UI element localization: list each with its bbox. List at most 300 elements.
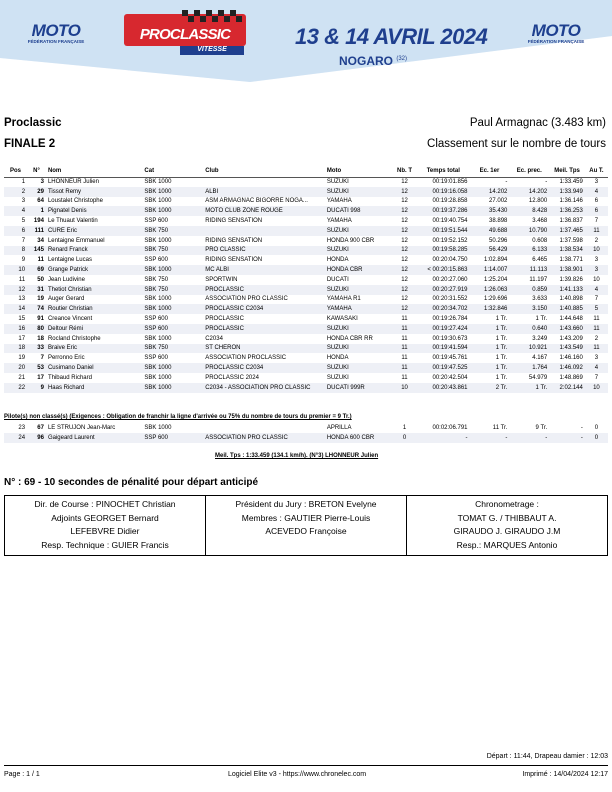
cell-club: C2034 <box>205 335 223 342</box>
cell-cat: SSP 600 <box>144 257 168 264</box>
cell-gap-first: 1 Tr. <box>495 374 508 381</box>
table-row <box>4 433 608 443</box>
table-row <box>4 363 608 373</box>
cell-best: 1:36.837 <box>559 218 583 225</box>
cell-total: 00:20:42.504 <box>432 374 468 381</box>
col-name: Nom <box>46 166 142 177</box>
cell-moto: SUZUKI <box>325 187 392 197</box>
cell-gap-first: 1:26.063 <box>470 285 510 295</box>
cell-laps: 11 <box>392 363 417 373</box>
cell-pos: 1 <box>21 179 26 186</box>
cell-name: Lentaigne Emmanuel <box>47 237 105 244</box>
cell-moto: HONDA 900 CBR <box>326 237 375 244</box>
cell-gap-prev: 3.150 <box>509 304 549 314</box>
cell-moto: SUZUKI <box>325 324 392 334</box>
col-laps: Nb. T <box>392 166 417 177</box>
table-row <box>4 383 608 393</box>
cell-best-lap: 7 <box>594 218 599 225</box>
cell-gap-prev: - <box>545 179 548 186</box>
results-table <box>4 166 608 393</box>
cell-num: 19 <box>37 296 44 303</box>
cell-club: PROCLASSIC C2034 <box>203 304 325 314</box>
cell-best-lap: 0 <box>594 424 599 431</box>
cell-cat: SSP 600 <box>142 433 203 443</box>
cell-club <box>203 226 325 236</box>
table-row <box>4 423 608 433</box>
cell-cat: SBK 750 <box>144 276 169 283</box>
cell-moto: YAMAHA <box>326 198 352 205</box>
cell-gap-prev: 11.113 <box>509 265 549 275</box>
cell-num: 91 <box>37 316 44 323</box>
cell-moto: HONDA 600 CBR <box>325 433 392 443</box>
officials-box <box>4 495 608 556</box>
cell-best: - <box>549 433 585 443</box>
cell-best-lap: 11 <box>585 324 608 334</box>
cell-laps: 12 <box>392 246 417 256</box>
cell-laps: 11 <box>401 355 408 362</box>
cell-num: 145 <box>27 246 46 256</box>
cell-num: 3 <box>40 179 44 186</box>
cell-gap-first: 38.898 <box>489 218 508 225</box>
table-row <box>4 236 608 246</box>
cell-best-lap: 10 <box>585 383 608 393</box>
cell-total: 00:19:37.286 <box>417 206 469 216</box>
cell-best-lap: 11 <box>585 344 608 354</box>
cell-num: 11 <box>37 257 44 264</box>
cell-laps: 10 <box>392 383 417 393</box>
cell-pos: 3 <box>21 198 26 205</box>
cell-laps: 12 <box>392 206 417 216</box>
cell-best-lap: 3 <box>594 355 599 362</box>
cell-moto: KAWASAKI <box>326 316 358 323</box>
cell-gap-prev: 6.133 <box>509 246 549 256</box>
cell-cat: SBK 1000 <box>144 179 172 186</box>
cell-laps: 11 <box>401 335 408 342</box>
cell-pos: 16 <box>4 324 27 334</box>
cell-cat: SBK 750 <box>142 344 203 354</box>
cell-name: LE STRUJON Jean-Marc <box>47 424 116 431</box>
cell-total: 00:19:28.858 <box>432 198 468 205</box>
cell-num: 67 <box>37 424 44 431</box>
cell-name: Renard Franck <box>46 246 142 256</box>
cell-gap-prev: 6.465 <box>532 257 548 264</box>
cell-gap-prev: 1 Tr. <box>535 316 548 323</box>
cell-cat: SBK 1000 <box>142 363 203 373</box>
cell-best-lap: 2 <box>594 335 599 342</box>
cell-name: Thibaud Richard <box>47 374 92 381</box>
cell-name: Perronno Eric <box>47 355 85 362</box>
table-row <box>4 295 608 305</box>
cell-num: 31 <box>27 285 46 295</box>
table-row <box>4 265 608 275</box>
table-row <box>4 187 608 197</box>
official-line: Adjoints GEORGET Bernard <box>51 512 159 523</box>
cell-name: Lentaigne Lucas <box>47 257 92 264</box>
table-row <box>4 344 608 354</box>
cell-pos: 23 <box>18 424 26 431</box>
cell-club <box>203 177 325 187</box>
cell-num: 74 <box>27 304 46 314</box>
ranking-type: Classement sur le nombre de tours <box>427 138 606 150</box>
cell-num: 7 <box>40 355 44 362</box>
cell-laps: 12 <box>392 265 417 275</box>
col-num: N° <box>27 166 46 177</box>
cell-num: 53 <box>27 363 46 373</box>
cell-gap-prev: 3.633 <box>532 296 548 303</box>
event-place-code: (32) <box>396 56 408 62</box>
cell-club: MC ALBI <box>203 265 325 275</box>
cell-num: 29 <box>27 187 46 197</box>
table-row <box>4 216 608 226</box>
cell-laps: 12 <box>401 218 408 225</box>
cell-gap-prev: 3.468 <box>532 218 548 225</box>
circuit-name: Paul Armagnac (3.483 km) <box>469 117 606 129</box>
not-classified-title: Pilote(s) non classé(s) (Exigences : Obligation de franchir la ligne d'arrivée ou 75% du nombre de tours du premier = 9 Tr.) <box>4 414 352 420</box>
cell-pos: 12 <box>4 285 27 295</box>
cell-club: ST CHERON <box>203 344 325 354</box>
cell-cat: SBK 750 <box>142 246 203 256</box>
cell-total: 00:20:34.702 <box>417 304 469 314</box>
cell-moto: YAMAHA <box>325 304 392 314</box>
ffm-logo-left <box>26 22 86 44</box>
cell-gap-first: 1:14.007 <box>470 265 510 275</box>
col-moto: Moto <box>325 166 392 177</box>
official-line: GIRAUDO J. GIRAUDO J.M <box>453 526 561 536</box>
cell-pos: 18 <box>4 344 27 354</box>
cell-moto: HONDA <box>326 257 349 264</box>
cell-total: 00:19:40.754 <box>432 218 468 225</box>
cell-moto: SUZUKI <box>325 246 392 256</box>
cell-moto: HONDA <box>326 355 349 362</box>
cell-name: Loustalet Christophe <box>47 198 103 205</box>
cell-best-lap: 4 <box>585 285 608 295</box>
cell-cat: SBK 1000 <box>144 296 172 303</box>
cell-club: C2034 - ASSOCIATION PRO CLASSIC <box>203 383 325 393</box>
cell-total: 00:19:47.525 <box>417 363 469 373</box>
cell-best: 1:33.459 <box>559 179 583 186</box>
col-club: Club <box>203 166 325 177</box>
ffm-logo-right-word: MOTO <box>531 21 581 40</box>
cell-gap-prev: 10.790 <box>509 226 549 236</box>
cell-gap-first: 1 Tr. <box>470 344 510 354</box>
cell-club: RIDING SENSATION <box>205 237 263 244</box>
cell-gap-prev: 3.249 <box>532 335 548 342</box>
cell-laps: 12 <box>392 304 417 314</box>
col-gap-first: Ec. 1er <box>470 166 510 177</box>
cell-moto: SUZUKI <box>325 363 392 373</box>
cell-moto: DUCATI <box>326 276 349 283</box>
col-gap-prev: Ec. prec. <box>509 166 549 177</box>
cell-total: 00:20:43.861 <box>417 383 469 393</box>
cell-pos: 15 <box>18 316 26 323</box>
table-row <box>4 334 608 344</box>
cell-best: 1:46.160 <box>559 355 583 362</box>
cell-best-lap: 4 <box>585 187 608 197</box>
cell-best-lap: 5 <box>585 304 608 314</box>
cell-moto: HONDA CBR RR <box>326 335 373 342</box>
cell-gap-first: 14.202 <box>470 187 510 197</box>
cell-best-lap: 6 <box>594 198 599 205</box>
cell-club: PROCLASSIC <box>205 316 244 323</box>
cell-club: PROCLASSIC <box>203 285 325 295</box>
cell-gap-first: - <box>505 179 508 186</box>
cell-total: 00:19:26.784 <box>432 316 468 323</box>
table-row <box>4 324 608 334</box>
cell-gap-prev: 0.859 <box>509 285 549 295</box>
cell-moto: SUZUKI <box>325 344 392 354</box>
col-total: Temps total <box>417 166 469 177</box>
cell-best: 1:43.209 <box>559 335 583 342</box>
cell-club <box>203 423 325 433</box>
cell-best-lap: 11 <box>593 316 600 323</box>
cell-moto: YAMAHA R1 <box>326 296 361 303</box>
cell-cat: SBK 1000 <box>142 383 203 393</box>
cell-num: 9 <box>27 383 46 393</box>
cell-total: 00:19:27.424 <box>417 324 469 334</box>
cell-cat: SBK 1000 <box>142 265 203 275</box>
officials-jury <box>206 496 407 555</box>
cell-best-lap: 10 <box>585 246 608 256</box>
cell-name: Grange Patrick <box>46 265 142 275</box>
cell-best: 1:40.885 <box>549 304 585 314</box>
official-line: LEFEBVRE Didier <box>70 526 140 536</box>
cell-best: 1:37.598 <box>559 237 583 244</box>
cell-gap-prev: 11.197 <box>529 276 548 283</box>
cell-total: 00:19:41.594 <box>417 344 469 354</box>
cell-name: Tissot Remy <box>46 187 142 197</box>
cell-best-lap: 0 <box>585 433 608 443</box>
cell-pos: 17 <box>18 335 26 342</box>
cell-pos: 11 <box>18 276 26 283</box>
cell-name: Braive Eric <box>46 344 142 354</box>
cell-laps: 12 <box>392 226 417 236</box>
cell-gap-prev: 0.640 <box>509 324 549 334</box>
cell-best: 1:43.549 <box>549 344 585 354</box>
cell-best: - <box>580 424 583 431</box>
cell-laps: 12 <box>401 276 408 283</box>
table-row <box>4 246 608 256</box>
results-body <box>4 177 608 393</box>
cell-name: Gaigeard Laurent <box>46 433 142 443</box>
cell-moto: SUZUKI <box>325 226 392 236</box>
cell-best: 1:43.660 <box>549 324 585 334</box>
cell-club: ASSOCIATION PRO CLASSIC <box>205 296 288 303</box>
cell-gap-first: 11 Tr. <box>492 424 508 431</box>
cell-club: ASM ARMAGNAC BIGORRE NOGA... <box>205 198 308 205</box>
cell-total: < 00:20:15.863 <box>417 265 469 275</box>
cell-cat: SBK 1000 <box>142 304 203 314</box>
cell-best: 1:36.253 <box>549 206 585 216</box>
cell-total: 00:19:52.152 <box>432 237 468 244</box>
cell-cat: SSP 600 <box>144 355 168 362</box>
cell-club: ASSOCIATION PRO CLASSIC <box>203 433 325 443</box>
cell-num: 34 <box>37 237 44 244</box>
cell-total: - <box>417 433 469 443</box>
footer-divider <box>4 765 608 766</box>
cell-gap-prev: 8.428 <box>509 206 549 216</box>
cell-laps: 11 <box>392 344 417 354</box>
cell-cat: SBK 1000 <box>144 374 172 381</box>
footer-page: Page : 1 / 1 <box>4 771 40 778</box>
official-line: ACEVEDO Françoise <box>265 526 347 536</box>
cell-num: 50 <box>37 276 44 283</box>
cell-best-lap: 10 <box>593 276 600 283</box>
cell-moto: YAMAHA <box>326 218 352 225</box>
cell-gap-first: 1 Tr. <box>495 355 508 362</box>
cell-total: 00:19:51.544 <box>417 226 469 236</box>
col-best: Meil. Tps <box>549 166 585 177</box>
cell-best-lap: 3 <box>585 265 608 275</box>
cell-club: MOTO CLUB ZONE ROUGE <box>203 206 325 216</box>
penalty-note: N° : 69 - 10 secondes de pénalité pour départ anticipé <box>4 477 259 488</box>
cell-name: CURE Eric <box>46 226 142 236</box>
cell-club: PRO CLASSIC <box>203 246 325 256</box>
cell-best-lap: 11 <box>585 226 608 236</box>
header-banner <box>0 0 612 82</box>
cell-gap-first: 50.296 <box>489 237 508 244</box>
cell-club: PROCLASSIC C2034 <box>203 363 325 373</box>
cell-num: 64 <box>37 198 44 205</box>
official-line: Membres : GAUTIER Pierre-Louis <box>241 512 371 523</box>
cell-pos: 10 <box>4 265 27 275</box>
cell-pos: 6 <box>4 226 27 236</box>
cell-club: RIDING SENSATION <box>205 257 263 264</box>
cell-best-lap: 3 <box>594 257 599 264</box>
table-row <box>4 285 608 295</box>
cell-best: 1:38.771 <box>559 257 583 264</box>
officials-race-direction <box>5 496 206 555</box>
cell-best-lap: 6 <box>585 206 608 216</box>
cell-pos: 22 <box>4 383 27 393</box>
cell-num: 96 <box>27 433 46 443</box>
cell-name: Haas Richard <box>46 383 142 393</box>
cell-moto: HONDA CBR <box>325 265 392 275</box>
table-row <box>4 255 608 265</box>
cell-gap-first: 1 Tr. <box>495 316 508 323</box>
cell-laps: 12 <box>401 179 408 186</box>
cell-cat: SBK 1000 <box>144 237 172 244</box>
cell-best: 1:39.826 <box>559 276 583 283</box>
cell-total: 00:19:01.856 <box>432 179 468 186</box>
cell-gap-prev: 9 Tr. <box>535 424 548 431</box>
cell-moto: DUCATI 998 <box>325 206 392 216</box>
col-best-lap: Au T. <box>585 166 608 177</box>
cell-gap-prev: 1.764 <box>509 363 549 373</box>
cell-num: 17 <box>37 374 44 381</box>
cell-name: Creance Vincent <box>47 316 93 323</box>
cell-num: 80 <box>27 324 46 334</box>
cell-gap-first: 1 Tr. <box>470 363 510 373</box>
cell-pos: 21 <box>18 374 26 381</box>
cell-moto: APRILLA <box>326 424 352 431</box>
cell-total: 00:19:58.285 <box>417 246 469 256</box>
cell-name: Thetiot Christian <box>46 285 142 295</box>
table-row <box>4 275 608 285</box>
col-cat: Cat <box>142 166 203 177</box>
cell-laps: 12 <box>401 198 408 205</box>
cell-gap-prev: 54.979 <box>528 374 548 381</box>
cell-best-lap: 4 <box>585 363 608 373</box>
cell-name: Auger Gerard <box>47 296 85 303</box>
cell-pos: 9 <box>21 257 26 264</box>
ffm-logo-right <box>526 22 586 44</box>
cell-gap-prev: 14.202 <box>509 187 549 197</box>
cell-club: ASSOCIATION PROCLASSIC <box>205 355 287 362</box>
table-row <box>4 197 608 207</box>
cell-cat: SBK 1000 <box>144 335 172 342</box>
cell-best: 1:46.092 <box>549 363 585 373</box>
official-line: TOMAT G. / THIBBAUT A. <box>457 512 557 523</box>
cell-pos: 20 <box>4 363 27 373</box>
results-header-row <box>4 166 608 177</box>
cell-best: 2:02.144 <box>549 383 585 393</box>
cell-gap-first: 1 Tr. <box>495 335 508 342</box>
cell-cat: SSP 600 <box>142 324 203 334</box>
cell-num: 194 <box>33 218 44 225</box>
cell-num: 1 <box>27 206 46 216</box>
cell-best: 1:38.534 <box>549 246 585 256</box>
cell-moto: DUCATI 999R <box>325 383 392 393</box>
cell-moto: SUZUKI <box>326 179 349 186</box>
cell-cat: SBK 1000 <box>142 187 203 197</box>
cell-cat: SBK 750 <box>142 285 203 295</box>
event-title: Proclassic <box>4 117 62 129</box>
cell-cat: SBK 1000 <box>144 424 172 431</box>
cell-gap-first: - <box>470 433 510 443</box>
cell-pos: 8 <box>4 246 27 256</box>
cell-num: 33 <box>27 344 46 354</box>
cell-laps: 12 <box>401 257 408 264</box>
cell-club: RIDING SENSATION <box>205 218 263 225</box>
cell-cat: SBK 750 <box>142 226 203 236</box>
official-line: Resp. Technique : GUIER Francis <box>41 539 169 550</box>
official-line: Resp.: MARQUES Antonio <box>456 539 558 550</box>
cell-gap-first: 2 Tr. <box>470 383 510 393</box>
cell-club: SPORTWIN <box>205 276 238 283</box>
cell-gap-prev: 12.800 <box>528 198 548 205</box>
cell-best: 1:48.869 <box>559 374 583 381</box>
cell-cat: SSP 600 <box>144 316 168 323</box>
footer-printed: Imprimé : 14/04/2024 12:17 <box>522 771 608 778</box>
officials-timing <box>407 496 607 555</box>
cell-name: Routier Christian <box>46 304 142 314</box>
cell-club: PROCLASSIC <box>203 324 325 334</box>
cell-gap-prev: 4.167 <box>532 355 548 362</box>
cell-club: ALBI <box>203 187 325 197</box>
cell-total: 00:19:30.673 <box>432 335 468 342</box>
cell-laps: 12 <box>401 237 408 244</box>
cell-moto: SUZUKI <box>325 285 392 295</box>
cell-name: Rocland Christophe <box>47 335 101 342</box>
best-lap-note: Meil. Tps : 1:33.459 (134.1 km/h). (N°3) LHONNEUR Julien <box>215 453 379 459</box>
cell-pos: 4 <box>4 206 27 216</box>
cell-gap-first: 1:32.846 <box>470 304 510 314</box>
cell-num: 69 <box>27 265 46 275</box>
not-classified-body <box>4 423 608 443</box>
cell-pos: 13 <box>18 296 26 303</box>
cell-gap-prev: - <box>509 433 549 443</box>
cell-best-lap: 2 <box>594 237 599 244</box>
cell-pos: 5 <box>21 218 26 225</box>
cell-laps: 11 <box>401 374 408 381</box>
cell-pos: 14 <box>4 304 27 314</box>
cell-best: 1:40.898 <box>559 296 583 303</box>
cell-laps: 12 <box>392 285 417 295</box>
cell-num: 111 <box>27 226 46 236</box>
cell-laps: 12 <box>392 187 417 197</box>
cell-moto: SUZUKI <box>326 374 349 381</box>
table-row <box>4 314 608 324</box>
